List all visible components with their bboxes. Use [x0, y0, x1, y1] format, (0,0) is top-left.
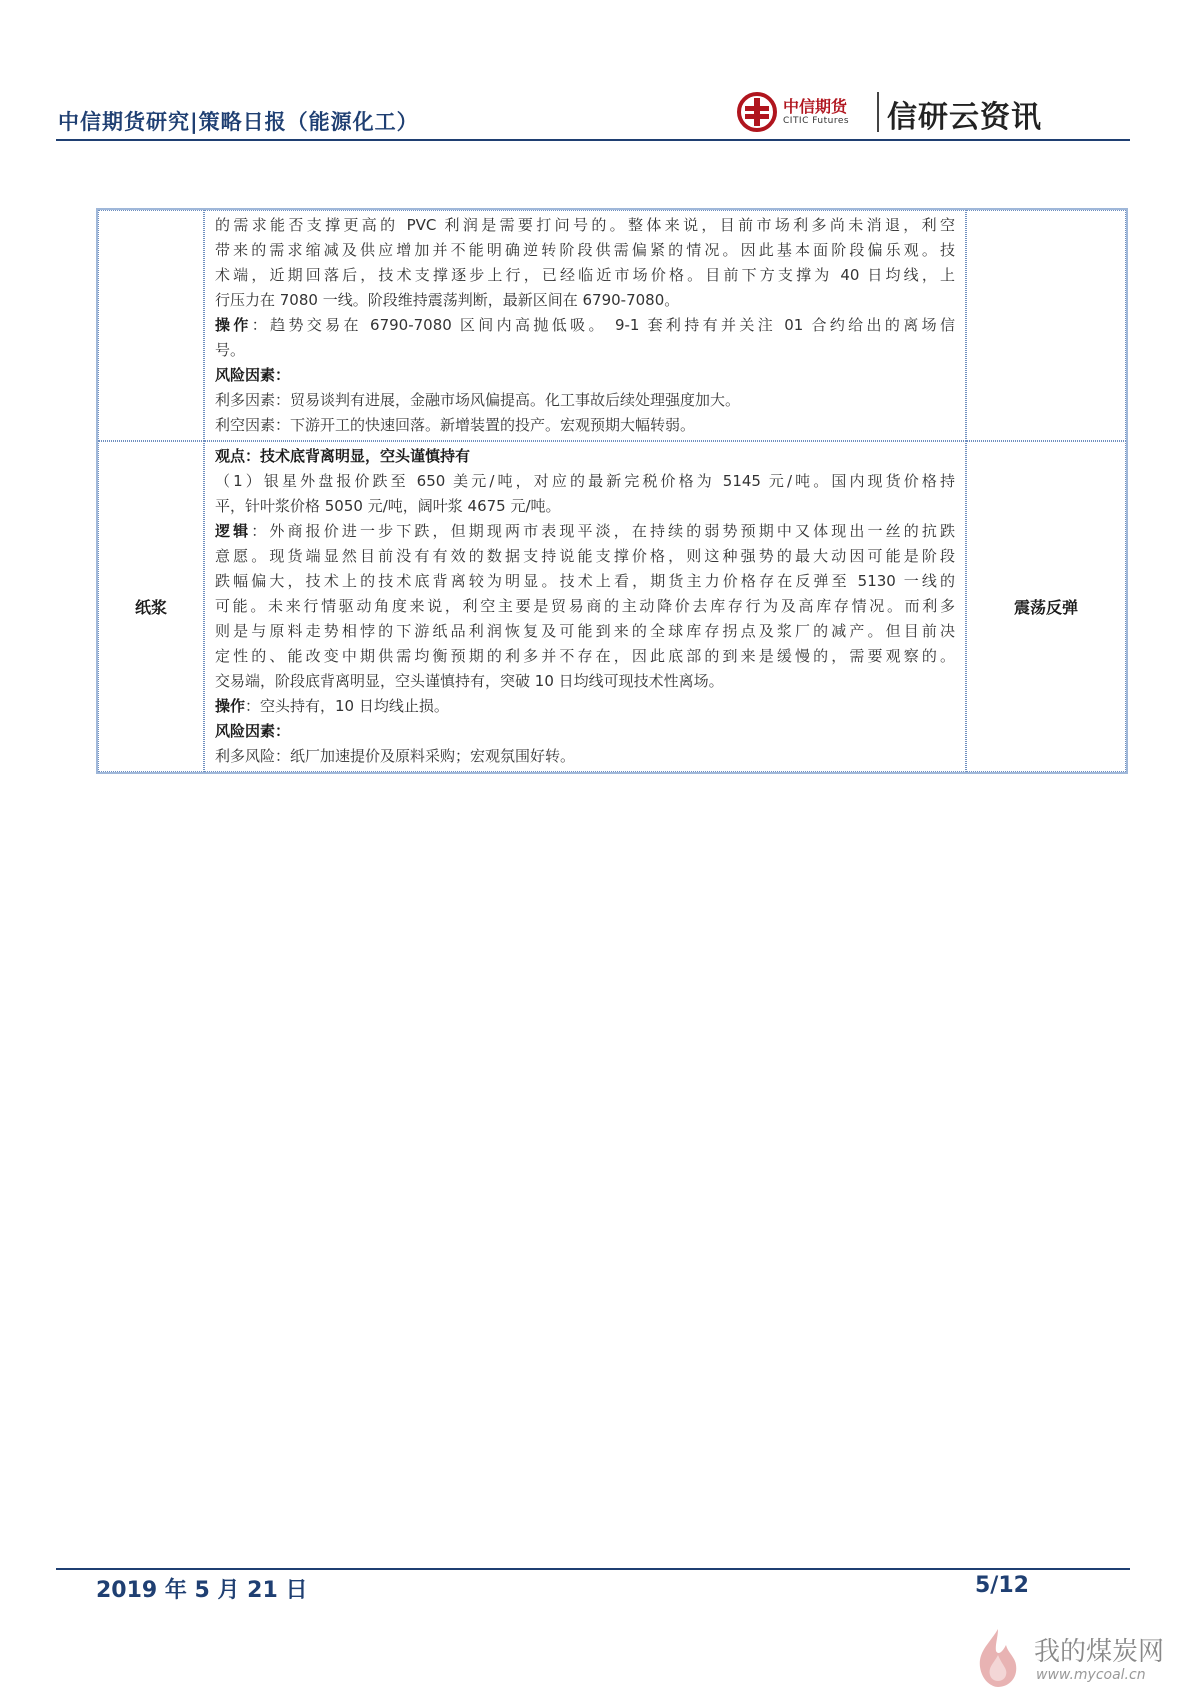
operation-label: 操作	[215, 697, 246, 715]
watermark	[968, 1625, 1188, 1691]
flame-icon	[968, 1625, 1028, 1691]
text-line: 术端，近期回落后，技术支撑逐步上行，已经临近市场价格。目前下方支撑为 40 日均线，上	[215, 266, 955, 284]
risk-heading: 风险因素：	[215, 722, 291, 740]
risk-line: 利多风险：纸厂加速提价及原料采购；宏观氛围好转。	[215, 747, 576, 765]
logic-line	[215, 519, 955, 544]
text-line: 意愿。现货端显然目前没有有效的数据支持说能支撑价格，则这种强势的最大动因可能是阶段	[215, 547, 955, 565]
watermark-url: www.mycoal.cn	[1036, 1667, 1146, 1683]
text-line: （1）银星外盘报价跌至 650 美元/吨，对应的最新完税价格为 5145 元/吨。国内现货价格持	[215, 472, 955, 490]
footer-divider	[56, 1568, 1130, 1570]
product-name-cell	[98, 210, 204, 441]
text-line: 带来的需求缩减及供应增加并不能明确逆转阶段供需偏紧的情况。因此基本面阶段偏乐观。技	[215, 241, 955, 259]
strategy-table	[96, 208, 1128, 774]
verdict-cell: 震荡反弹	[966, 441, 1126, 772]
operation-line	[215, 313, 955, 338]
citic-emblem-icon	[737, 92, 777, 132]
analysis-cell	[204, 210, 966, 441]
operation-text: ：空头持有，10 日均线止损。	[245, 697, 449, 715]
table-row	[98, 210, 1126, 441]
text-line: 行压力在 7080 一线。阶段维持震荡判断，最新区间在 6790-7080。	[215, 291, 680, 309]
logic-label: 逻辑	[215, 522, 252, 540]
watermark-text: 我的煤炭网	[1034, 1637, 1165, 1667]
text-line: 可能。未来行情驱动角度来说，利空主要是贸易商的主动降价去库存行为及高库存情况。而利多	[215, 597, 955, 615]
report-title: 中信期货研究|策略日报（能源化工）	[58, 110, 419, 134]
text-line: 跌幅偏大，技术上的技术底背离较为明显。技术上看，期货主力价格存在反弹至 5130 一线的	[215, 572, 955, 590]
text-line: 定性的、能改变中期供需均衡预期的利多并不存在，因此底部的到来是缓慢的，需要观察的。	[215, 647, 955, 665]
report-date: 2019 年 5 月 21 日	[96, 1578, 308, 1603]
logo-divider	[877, 92, 879, 132]
logic-text: ：外商报价进一步下跌，但期现两市表现平淡，在持续的弱势预期中又体现出一丝的抗跌	[251, 522, 955, 540]
page-number: 5/12	[975, 1573, 1029, 1598]
operation-text: ：趋势交易在 6790-7080 区间内高抛低吸。 9-1 套利持有并关注 01 合约给出的离场信	[251, 316, 955, 334]
product-name-cell: 纸浆	[98, 441, 204, 772]
text-line: 则是与原料走势相悖的下游纸品利润恢复及可能到来的全球库存拐点及浆厂的减产。但目前决	[215, 622, 955, 640]
text-line: 的需求能否支撑更高的 PVC 利润是需要打问号的。整体来说，目前市场利多尚未消退，利空	[215, 216, 955, 234]
verdict-cell	[966, 210, 1126, 441]
citic-logo	[737, 90, 1077, 134]
text-line: 平，针叶浆价格 5050 元/吨，阔叶浆 4675 元/吨。	[215, 497, 561, 515]
risk-line: 利多因素：贸易谈判有进展，金融市场风偏提高。化工事故后续处理强度加大。	[215, 391, 741, 409]
view-heading: 观点：技术底背离明显，空头谨慎持有	[215, 447, 471, 465]
table-row	[98, 441, 1126, 772]
analysis-cell	[204, 441, 966, 772]
logo-chinese-name: 中信期货	[783, 97, 848, 116]
risk-line: 利空因素：下游开工的快速回落。新增装置的投产。宏观预期大幅转弱。	[215, 416, 696, 434]
header-divider	[56, 139, 1130, 141]
logo-english-name: CITIC Futures	[783, 116, 850, 126]
brand-name: 信研云资讯	[887, 100, 1042, 135]
operation-line	[215, 694, 955, 719]
text-line: 交易端，阶段底背离明显，空头谨慎持有，突破 10 日均线可现技术性离场。	[215, 672, 724, 690]
risk-heading: 风险因素：	[215, 366, 291, 384]
operation-label: 操作	[215, 316, 252, 334]
text-line: 号。	[215, 341, 246, 359]
